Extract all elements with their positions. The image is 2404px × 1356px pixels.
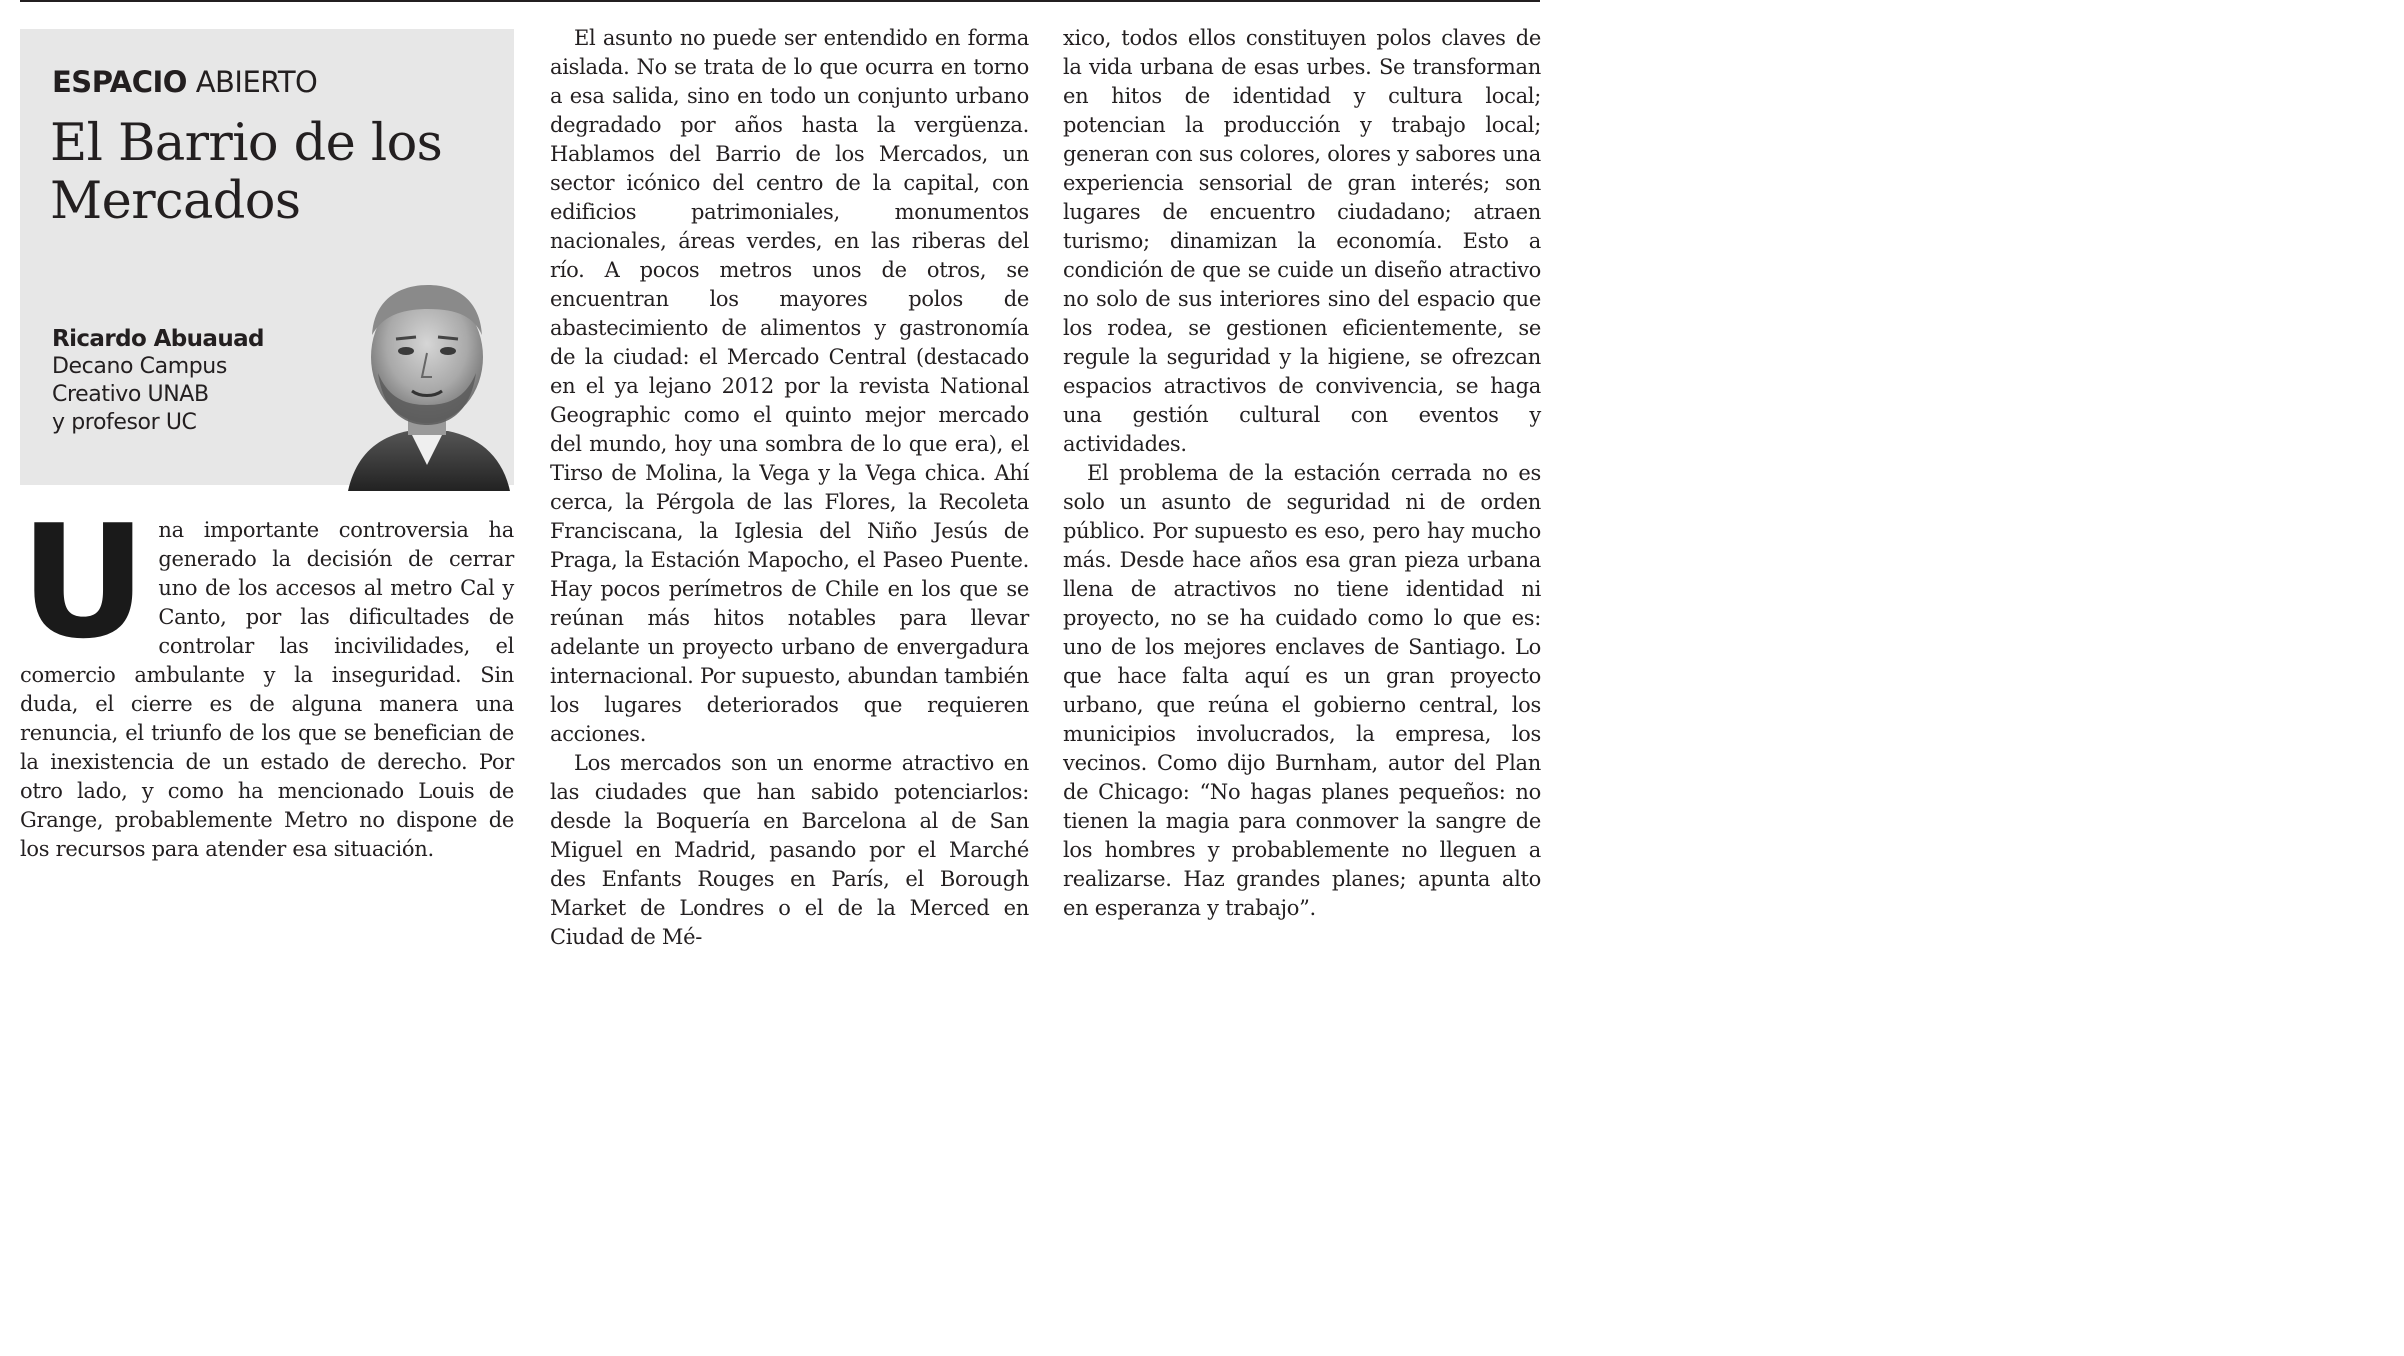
- article-paragraph: El problema de la estación cerrada no es solo un asunto de seguridad ni de orden público. Por supuesto es eso, pero hay mucho más. Desde hace años esa gran pieza urbana llena de atractivos no tiene identidad ni proyecto, no se ha cuidado como lo que es: uno de los mejores enclaves de Santiago. Lo que hace falta aquí es un gran proyecto urbano, que reúna el gobierno central, los municipios involucrados, la empresa, los vecinos. Como dijo Burnham, autor del Plan de Chicago: “No hagas planes pequeños: no tienen la magia para conmover la sangre de los hombres y probablemente no lleguen a realizarse. Haz grandes planes; apunta alto en esperanza y trabajo”.: [1063, 461, 1541, 920]
- kicker-bold: ESPACIO: [52, 65, 187, 99]
- author-role-line-3: y profesor UC: [52, 410, 197, 435]
- author-portrait: [338, 265, 516, 491]
- top-rule: [20, 0, 1540, 2]
- author-role-line-1: Decano Campus: [52, 354, 227, 379]
- opinion-header-box: [20, 29, 514, 485]
- drop-cap: U: [20, 491, 147, 673]
- kicker-light: ABIERTO: [195, 65, 318, 99]
- article-column-1: [20, 491, 514, 864]
- article-column-3: [1063, 24, 1541, 923]
- article-headline: El Barrio de los Mercados: [50, 114, 443, 231]
- article-column-2: [550, 24, 1029, 952]
- article-paragraph: Los mercados son un enorme atractivo en las ciudades que han sabido potenciarlos: desde la Boquería en Barcelona al de San Miguel en Madrid, pasando por el Marché des Enfants Rouges en París, el Borough Market de Londres o el de la Merced en Ciudad de Mé-: [550, 751, 1029, 949]
- author-role-line-2: Creativo UNAB: [52, 382, 209, 407]
- article-paragraph: xico, todos ellos constituyen polos claves de la vida urbana de esas urbes. Se transforman en hitos de identidad y cultura local; potencian la producción y trabajo local; generan con sus colores, olores y sabores una experiencia sensorial de gran interés; son lugares de encuentro ciudadano; atraen turismo; dinamizan la economía. Esto a condición de que se cuide un diseño atractivo no solo de sus interiores sino del espacio que los rodea, se gestionen eficientemente, se regule la seguridad y la higiene, se ofrezcan espacios atractivos de convivencia, se haga una gestión cultural con eventos y actividades.: [1063, 26, 1541, 456]
- author-name: Ricardo Abuauad: [52, 326, 264, 352]
- article-paragraph: El asunto no puede ser entendido en forma aislada. No se trata de lo que ocurra en torno a esa salida, sino en todo un conjunto urbano degradado por años hasta la vergüenza. Hablamos del Barrio de los Mercados, un sector icónico del centro de la capital, con edificios patrimoniales, monumentos nacionales, áreas verdes, en las riberas del río. A pocos metros unos de otros, se encuentran los mayores polos de abastecimiento de alimentos y gastronomía de la ciudad: el Mercado Central (destacado en el ya lejano 2012 por la revista National Geographic como el quinto mejor mercado del mundo, hoy una sombra de lo que era), el Tirso de Molina, la Vega y la Vega chica. Ahí cerca, la Pérgola de las Flores, la Recoleta Franciscana, la Iglesia del Niño Jesús de Praga, la Estación Mapocho, el Paseo Puente. Hay pocos perímetros de Chile en los que se reúnan más hitos notables para llevar adelante un proyecto urbano de envergadura internacional. Por supuesto, abundan también los lugares deteriorados que requieren acciones.: [550, 26, 1029, 746]
- author-block: [52, 325, 264, 437]
- section-kicker: [52, 65, 317, 99]
- article-paragraph: na importante controversia ha generado la decisión de cerrar uno de los accesos al metro Cal y Canto, por las dificultades de controlar las incivilidades, el comercio ambulante y la inseguridad. Sin duda, el cierre es de alguna manera una renuncia, el triunfo de los que se benefician de la inexistencia de un estado de derecho. Por otro lado, y como ha mencionado Louis de Grange, probablemente Metro no dispone de los recursos para atender esa situación.: [20, 518, 514, 861]
